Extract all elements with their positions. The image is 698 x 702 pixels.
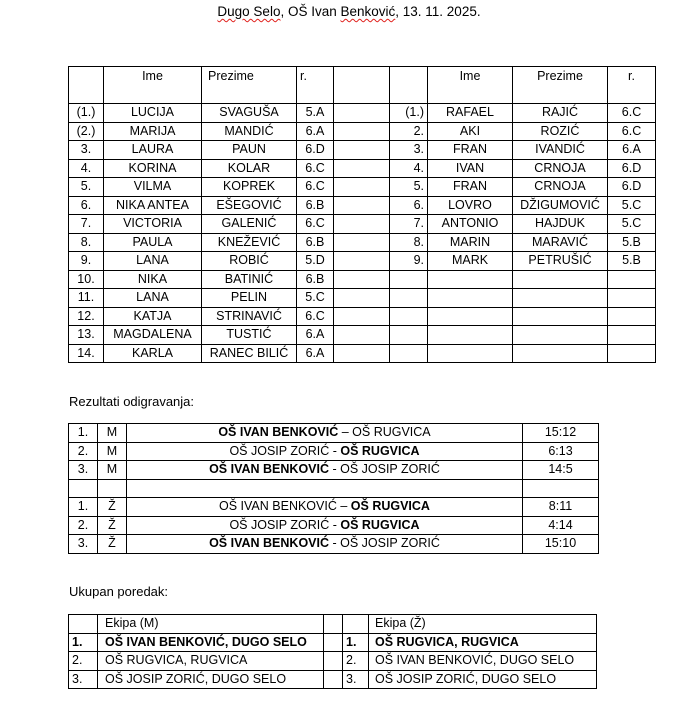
standings-row (69, 633, 597, 652)
right-prezime-cell: IVANDIĆ (513, 141, 608, 160)
left-razred-cell: 5.A (297, 104, 334, 123)
right-ime-cell (428, 270, 513, 289)
left-prezime-cell: PAUN (202, 141, 297, 160)
team-z: OŠ RUGVICA, RUGVICA (369, 633, 597, 652)
team-z: OŠ JOSIP ZORIĆ, DUGO SELO (369, 670, 597, 689)
match-number: 1. (69, 424, 98, 443)
header-razred: r. (297, 67, 334, 104)
right-razred-cell: 5.C (608, 196, 656, 215)
match-team-1: OŠ IVAN BENKOVIĆ (209, 462, 329, 477)
left-prezime-cell: RANEC BILIĆ (202, 344, 297, 363)
rank-m: 1. (69, 633, 98, 652)
match-team-1: OŠ IVAN BENKOVIĆ (219, 499, 337, 514)
header-blank (69, 67, 104, 104)
results-table (68, 423, 599, 554)
right-rank-cell: 9. (390, 252, 428, 271)
right-rank-cell: 8. (390, 233, 428, 252)
left-prezime-cell: STRINAVIĆ (202, 307, 297, 326)
match-number: 3. (69, 461, 98, 480)
right-rank-cell: (1.) (390, 104, 428, 123)
left-razred-cell: 6.C (297, 159, 334, 178)
header-razred-2: r. (608, 67, 656, 104)
match-score: 4:14 (523, 516, 599, 535)
match-score: 8:11 (523, 498, 599, 517)
match-separator: - (329, 443, 341, 458)
right-prezime-cell: CRNOJA (513, 178, 608, 197)
player-row (69, 178, 656, 197)
left-prezime-cell: BATINIĆ (202, 270, 297, 289)
right-rank-cell: 6. (390, 196, 428, 215)
left-razred-cell: 6.A (297, 344, 334, 363)
right-rank-cell: 3. (390, 141, 428, 160)
standings-header-row (69, 615, 597, 634)
match-category: Ž (98, 498, 127, 517)
right-prezime-cell (513, 344, 608, 363)
match-separator: - (329, 517, 341, 532)
left-ime-cell: LANA (104, 252, 202, 271)
spacer-cell (334, 252, 390, 271)
right-razred-cell: 5.B (608, 233, 656, 252)
standings-table (68, 614, 597, 689)
standings-label: Ukupan poredak: (69, 584, 169, 599)
right-ime-cell (428, 289, 513, 308)
right-rank-cell (390, 307, 428, 326)
right-prezime-cell (513, 270, 608, 289)
match-number: 1. (69, 498, 98, 517)
right-rank-cell: 7. (390, 215, 428, 234)
left-razred-cell: 6.A (297, 326, 334, 345)
left-prezime-cell: TUSTIĆ (202, 326, 297, 345)
left-rank-cell: 10. (69, 270, 104, 289)
match-category: M (98, 442, 127, 461)
rank-z: 2. (343, 652, 369, 671)
right-razred-cell: 6.A (608, 141, 656, 160)
left-ime-cell: MARIJA (104, 122, 202, 141)
match-category: Ž (98, 516, 127, 535)
match-row (69, 424, 599, 443)
spacer-cell (334, 289, 390, 308)
match-separator: - (329, 462, 341, 477)
header-blank-2 (390, 67, 428, 104)
standings-header-blank (69, 615, 98, 634)
right-razred-cell (608, 326, 656, 345)
left-prezime-cell: KOPREK (202, 178, 297, 197)
match-team-1: OŠ JOSIP ZORIĆ (229, 443, 330, 458)
player-row (69, 122, 656, 141)
spacer-cell (334, 326, 390, 345)
left-prezime-cell: GALENIĆ (202, 215, 297, 234)
rank-m: 2. (69, 652, 98, 671)
match-team-2: OŠ RUGVICA (340, 443, 420, 458)
left-ime-cell: VILMA (104, 178, 202, 197)
rank-z: 3. (343, 670, 369, 689)
match-category: Ž (98, 535, 127, 554)
match-score: 15:12 (523, 424, 599, 443)
player-row (69, 344, 656, 363)
right-prezime-cell: CRNOJA (513, 159, 608, 178)
right-razred-cell (608, 344, 656, 363)
left-rank-cell: 4. (69, 159, 104, 178)
match-teams (127, 424, 523, 443)
left-razred-cell: 6.D (297, 141, 334, 160)
match-team-2: OŠ RUGVICA (340, 517, 420, 532)
left-ime-cell: PAULA (104, 233, 202, 252)
match-number: 3. (69, 535, 98, 554)
match-separator: – (338, 425, 353, 440)
empty-cell (69, 479, 98, 498)
right-rank-cell (390, 289, 428, 308)
left-ime-cell: LUCIJA (104, 104, 202, 123)
empty-cell (523, 479, 599, 498)
left-ime-cell: VICTORIA (104, 215, 202, 234)
right-razred-cell: 5.B (608, 252, 656, 271)
right-prezime-cell: RAJIĆ (513, 104, 608, 123)
right-ime-cell (428, 326, 513, 345)
empty-cell (127, 479, 523, 498)
right-ime-cell: MARK (428, 252, 513, 271)
left-ime-cell: KATJA (104, 307, 202, 326)
left-razred-cell: 6.B (297, 270, 334, 289)
left-rank-cell: 14. (69, 344, 104, 363)
right-rank-cell (390, 344, 428, 363)
spacer-cell (334, 344, 390, 363)
player-row (69, 252, 656, 271)
player-row (69, 196, 656, 215)
team-m: OŠ RUGVICA, RUGVICA (98, 652, 324, 671)
left-rank-cell: 6. (69, 196, 104, 215)
left-prezime-cell: PELIN (202, 289, 297, 308)
header-ime: Ime (104, 67, 202, 104)
match-score: 6:13 (523, 442, 599, 461)
title-school-surname: Benković (340, 4, 396, 19)
standings-row (69, 670, 597, 689)
match-category: M (98, 424, 127, 443)
left-razred-cell: 6.C (297, 307, 334, 326)
left-razred-cell: 5.D (297, 252, 334, 271)
left-razred-cell: 6.C (297, 215, 334, 234)
right-razred-cell: 6.C (608, 122, 656, 141)
header-spacer (334, 67, 390, 104)
right-rank-cell (390, 326, 428, 345)
standings-spacer (324, 615, 343, 634)
spacer-cell (334, 122, 390, 141)
right-razred-cell: 5.C (608, 215, 656, 234)
match-number: 2. (69, 442, 98, 461)
match-row (69, 498, 599, 517)
match-team-2: OŠ JOSIP ZORIĆ (340, 536, 440, 551)
team-z: OŠ IVAN BENKOVIĆ, DUGO SELO (369, 652, 597, 671)
right-ime-cell: ANTONIO (428, 215, 513, 234)
match-team-2: OŠ RUGVICA (350, 499, 430, 514)
spacer-cell (334, 104, 390, 123)
right-razred-cell: 6.C (608, 104, 656, 123)
spacer-cell (334, 159, 390, 178)
left-prezime-cell: MANDIĆ (202, 122, 297, 141)
player-row (69, 104, 656, 123)
spacer-cell (324, 670, 343, 689)
match-teams (127, 516, 523, 535)
left-ime-cell: KARLA (104, 344, 202, 363)
right-razred-cell (608, 270, 656, 289)
right-razred-cell: 6.D (608, 178, 656, 197)
match-category: M (98, 461, 127, 480)
match-teams (127, 498, 523, 517)
left-prezime-cell: EŠEGOVIĆ (202, 196, 297, 215)
spacer-cell (334, 270, 390, 289)
left-rank-cell: 12. (69, 307, 104, 326)
right-ime-cell: FRAN (428, 141, 513, 160)
player-row (69, 141, 656, 160)
standings-header-blank-2 (343, 615, 369, 634)
left-ime-cell: KORINA (104, 159, 202, 178)
left-prezime-cell: KNEŽEVIĆ (202, 233, 297, 252)
header-prezime: Prezime (202, 67, 297, 104)
team-m: OŠ IVAN BENKOVIĆ, DUGO SELO (98, 633, 324, 652)
spacer-cell (334, 178, 390, 197)
rank-m: 3. (69, 670, 98, 689)
spacer-cell (334, 196, 390, 215)
player-row (69, 326, 656, 345)
player-row (69, 159, 656, 178)
left-rank-cell: (1.) (69, 104, 104, 123)
match-score: 15:10 (523, 535, 599, 554)
right-razred-cell: 6.D (608, 159, 656, 178)
left-rank-cell: 13. (69, 326, 104, 345)
left-rank-cell: 3. (69, 141, 104, 160)
right-ime-cell: MARIN (428, 233, 513, 252)
match-row (69, 535, 599, 554)
right-prezime-cell: DŽIGUMOVIĆ (513, 196, 608, 215)
match-number: 2. (69, 516, 98, 535)
right-ime-cell: AKI (428, 122, 513, 141)
left-rank-cell: (2.) (69, 122, 104, 141)
match-row-empty (69, 479, 599, 498)
match-teams (127, 442, 523, 461)
right-ime-cell: RAFAEL (428, 104, 513, 123)
results-label: Rezultati odigravanja: (69, 394, 195, 409)
match-separator: - (329, 536, 341, 551)
standings-header-z: Ekipa (Ž) (369, 615, 597, 634)
players-table (68, 66, 656, 363)
right-ime-cell: FRAN (428, 178, 513, 197)
document-title (0, 4, 698, 19)
spacer-cell (334, 215, 390, 234)
title-school: , OŠ Ivan (280, 4, 341, 19)
team-m: OŠ JOSIP ZORIĆ, DUGO SELO (98, 670, 324, 689)
left-ime-cell: LAURA (104, 141, 202, 160)
right-razred-cell (608, 289, 656, 308)
standings-row (69, 652, 597, 671)
left-razred-cell: 6.B (297, 196, 334, 215)
left-ime-cell: NIKA ANTEA (104, 196, 202, 215)
right-rank-cell (390, 270, 428, 289)
player-row (69, 215, 656, 234)
match-team-2: OŠ JOSIP ZORIĆ (340, 462, 440, 477)
right-ime-cell: IVAN (428, 159, 513, 178)
left-rank-cell: 5. (69, 178, 104, 197)
left-prezime-cell: ROBIĆ (202, 252, 297, 271)
left-razred-cell: 6.C (297, 178, 334, 197)
spacer-cell (334, 141, 390, 160)
left-rank-cell: 7. (69, 215, 104, 234)
right-prezime-cell: ROZIĆ (513, 122, 608, 141)
match-team-1: OŠ JOSIP ZORIĆ (229, 517, 330, 532)
spacer-cell (334, 307, 390, 326)
right-prezime-cell (513, 307, 608, 326)
player-row (69, 270, 656, 289)
players-header-row (69, 67, 656, 104)
right-prezime-cell (513, 326, 608, 345)
left-razred-cell: 6.A (297, 122, 334, 141)
right-prezime-cell (513, 289, 608, 308)
player-row (69, 233, 656, 252)
left-rank-cell: 8. (69, 233, 104, 252)
left-razred-cell: 6.B (297, 233, 334, 252)
match-team-2: OŠ RUGVICA (352, 425, 431, 440)
match-row (69, 516, 599, 535)
player-row (69, 307, 656, 326)
match-row (69, 442, 599, 461)
standings-header-m: Ekipa (M) (98, 615, 324, 634)
right-rank-cell: 4. (390, 159, 428, 178)
right-prezime-cell: MARAVIĆ (513, 233, 608, 252)
right-razred-cell (608, 307, 656, 326)
match-teams (127, 461, 523, 480)
right-ime-cell (428, 307, 513, 326)
left-ime-cell: NIKA (104, 270, 202, 289)
spacer-cell (324, 633, 343, 652)
match-teams (127, 535, 523, 554)
left-ime-cell: LANA (104, 289, 202, 308)
header-prezime-2: Prezime (513, 67, 608, 104)
left-rank-cell: 11. (69, 289, 104, 308)
left-ime-cell: MAGDALENA (104, 326, 202, 345)
title-place: Dugo Selo (217, 4, 281, 19)
spacer-cell (324, 652, 343, 671)
match-separator: – (336, 499, 351, 514)
right-ime-cell: LOVRO (428, 196, 513, 215)
player-row (69, 289, 656, 308)
right-prezime-cell: PETRUŠIĆ (513, 252, 608, 271)
rank-z: 1. (343, 633, 369, 652)
right-rank-cell: 5. (390, 178, 428, 197)
left-prezime-cell: KOLAR (202, 159, 297, 178)
match-row (69, 461, 599, 480)
match-team-1: OŠ IVAN BENKOVIĆ (209, 536, 329, 551)
left-razred-cell: 5.C (297, 289, 334, 308)
empty-cell (98, 479, 127, 498)
right-ime-cell (428, 344, 513, 363)
header-ime-2: Ime (428, 67, 513, 104)
match-score: 14:5 (523, 461, 599, 480)
title-date: , 13. 11. 2025. (395, 4, 481, 19)
match-team-1: OŠ IVAN BENKOVIĆ (218, 425, 339, 440)
left-rank-cell: 9. (69, 252, 104, 271)
right-rank-cell: 2. (390, 122, 428, 141)
right-prezime-cell: HAJDUK (513, 215, 608, 234)
spacer-cell (334, 233, 390, 252)
left-prezime-cell: SVAGUŠA (202, 104, 297, 123)
